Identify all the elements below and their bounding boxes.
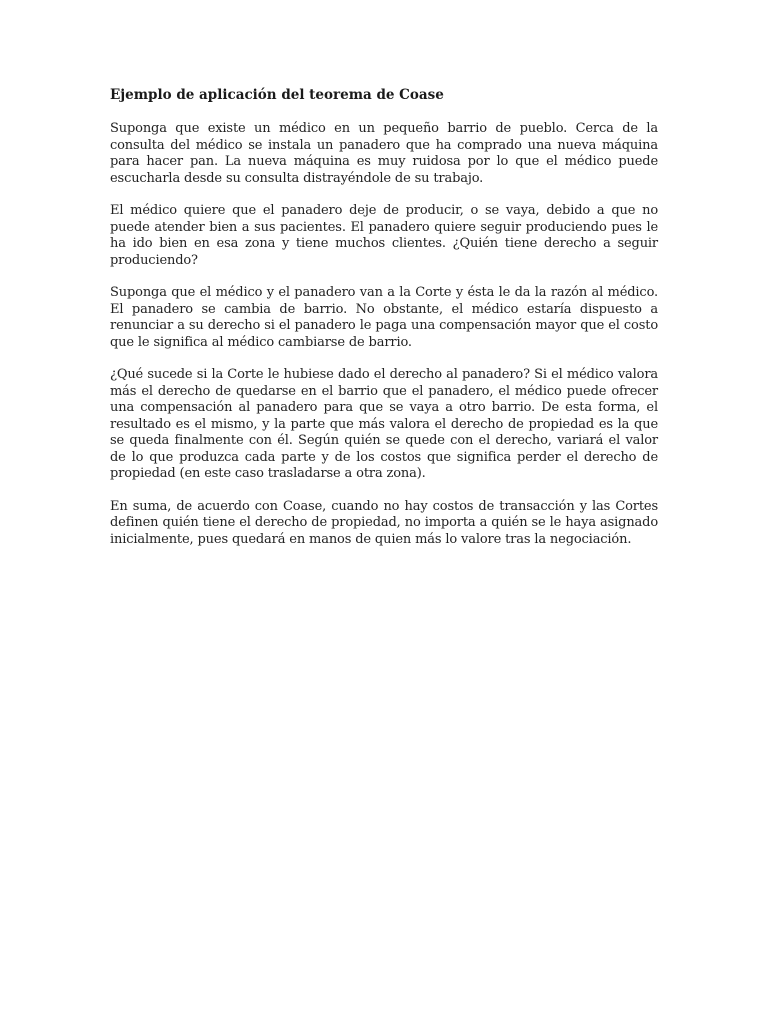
paragraph-3: Suponga que el médico y el panadero van a la Corte y ésta le da la razón al médico. El panadero se cambia de barrio. No obstante, el médico estaría dispuesto a renunciar a su derecho si el panadero le paga una compensación mayor que el costo que le significa al médico cambiarse de barrio. bbox=[110, 285, 658, 350]
paragraph-2: El médico quiere que el panadero deje de producir, o se vaya, debido a que no puede atender bien a sus pacientes. El panadero quiere seguir produciendo pues le ha ido bien en esa zona y tiene muchos clientes. ¿Quién tiene derecho a seguir produciendo? bbox=[110, 203, 658, 268]
paragraph-1: Suponga que existe un médico en un pequeño barrio de pueblo. Cerca de la consulta del médico se instala un panadero que ha comprado una nueva máquina para hacer pan. La nueva máquina es muy ruidosa por lo que el médico puede escucharla desde su consulta distrayéndole de su trabajo. bbox=[110, 121, 658, 186]
document-title: Ejemplo de aplicación del teorema de Coase bbox=[110, 87, 444, 103]
paragraph-4: ¿Qué sucede si la Corte le hubiese dado el derecho al panadero? Si el médico valora más el derecho de quedarse en el barrio que el panadero, el médico puede ofrecer una compensación al panadero para que se vaya a otro barrio. De esta forma, el resultado es el mismo, y la parte que más valora el derecho de propiedad es la que se queda finalmente con él. Según quién se quede con el derecho, variará el valor de lo que produzca cada parte y de los costos que significa perder el derecho de propiedad (en este caso trasladarse a otra zona). bbox=[110, 367, 658, 481]
paragraph-5: En suma, de acuerdo con Coase, cuando no hay costos de transacción y las Cortes definen quién tiene el derecho de propiedad, no importa a quién se le haya asignado inicialmente, pues quedará en manos de quien más lo valore tras la negociación. bbox=[110, 498, 658, 547]
